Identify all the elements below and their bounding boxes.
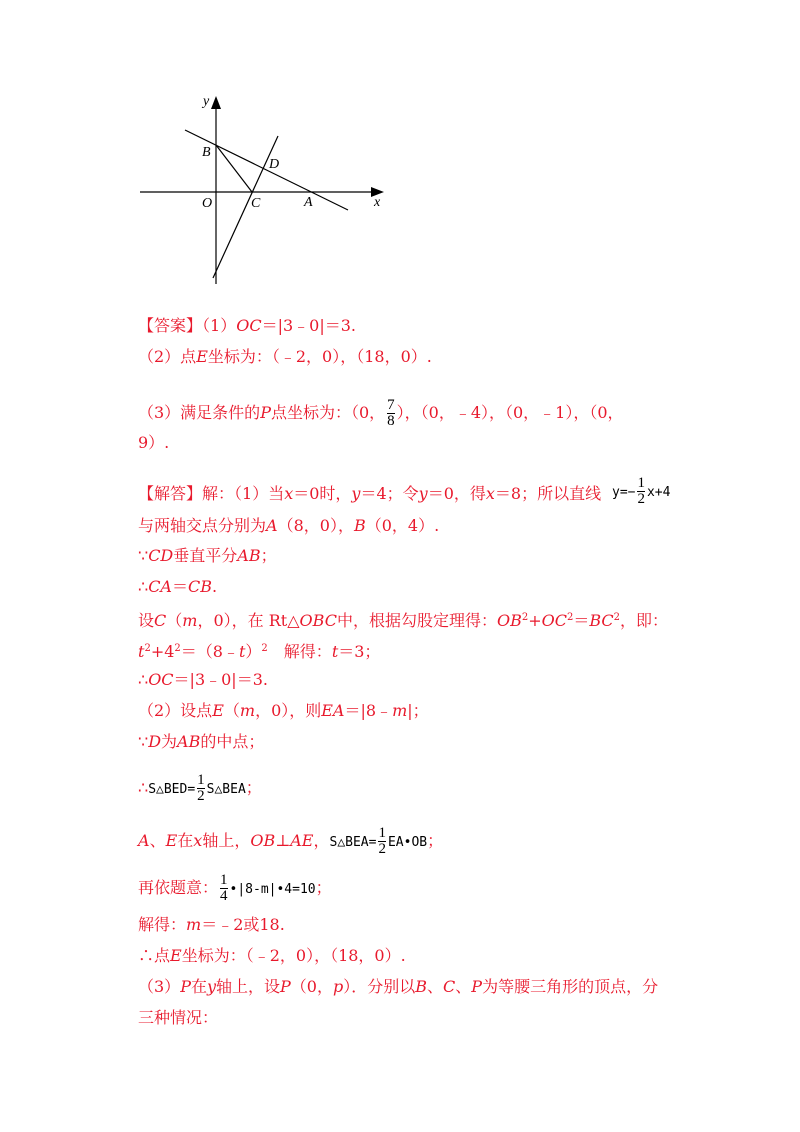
solution-line-6: $t^2+4^2=(8﹣t)^2$ 解得：t＝3； bbox=[138, 642, 381, 661]
fraction-seven-eighths: $\frac{7}{8}$ bbox=[387, 397, 395, 429]
answer-line-1: 【答案】（1）OC＝|3﹣0|＝3. bbox=[138, 316, 356, 335]
coordinate-figure bbox=[130, 88, 400, 288]
solution-line-13: 解得：m＝﹣2或18. bbox=[138, 915, 285, 934]
label-x: x bbox=[374, 195, 381, 210]
solution-line-11: A、E在x轴上，OB⊥AE，S△BEA= $\frac{1}{2}$ EA•OB； bbox=[138, 825, 444, 857]
solution-line-8: （2）设点E（m，0），则EA＝|8﹣m|； bbox=[138, 701, 429, 720]
answer-bracket: 【答案】 bbox=[138, 316, 203, 335]
answer-line-4: 9）. bbox=[138, 433, 170, 452]
label-d: D bbox=[269, 157, 280, 172]
solution-line-3: ∵CD垂直平分AB； bbox=[138, 546, 277, 565]
solution-bracket: 【解答】 bbox=[138, 484, 203, 503]
y-axis-arrow bbox=[211, 96, 221, 109]
label-b: B bbox=[202, 145, 211, 160]
answer-line-2: （2）点E坐标为：（﹣2，0），（18，0）. bbox=[138, 347, 432, 366]
solution-line-1: 【解答】解：（1）当x＝0时，y＝4；令y＝0，得x＝8；所以直线 bbox=[138, 484, 602, 503]
line-equation: y=− $\frac{1}{2}$ x+4 bbox=[612, 475, 671, 507]
solution-line-9: ∵D为AB的中点； bbox=[138, 732, 265, 751]
label-y: y bbox=[203, 94, 210, 109]
label-o: O bbox=[202, 196, 213, 211]
answer-line-3: （3）满足条件的P点坐标为：（0， $\frac{7}{8}$ ），（0，﹣4），（0，﹣1），（0， bbox=[138, 397, 624, 429]
label-a: A bbox=[304, 195, 313, 210]
solution-line-2: 与两轴交点分别为A（8，0），B（0，4）. bbox=[138, 516, 440, 535]
solution-line-10: ∴S△BED= $\frac{1}{2}$ S△BEA； bbox=[138, 772, 262, 804]
solution-line-4: ∴CA＝CB. bbox=[138, 577, 218, 596]
solution-line-14: ∴点E坐标为：（﹣2，0），（18，0）. bbox=[138, 946, 406, 965]
solution-line-12: 再依题意： $\frac{1}{4}$ •|8-m|•4=10； bbox=[138, 872, 332, 904]
solution-line-16: 三种情况： bbox=[138, 1008, 219, 1027]
label-c: C bbox=[251, 196, 261, 211]
segment-bc bbox=[216, 145, 252, 192]
solution-line-7: ∴OC＝|3﹣0|＝3. bbox=[138, 670, 268, 689]
solution-line-15: （3）P在y轴上，设P（0，p）．分别以B、C、P为等腰三角形的顶点，分 bbox=[138, 977, 659, 996]
solution-line-5: 设C（m，0），在 Rt△OBC中，根据勾股定理得：$OB^2+OC^2=BC^2$，即： bbox=[138, 611, 669, 630]
